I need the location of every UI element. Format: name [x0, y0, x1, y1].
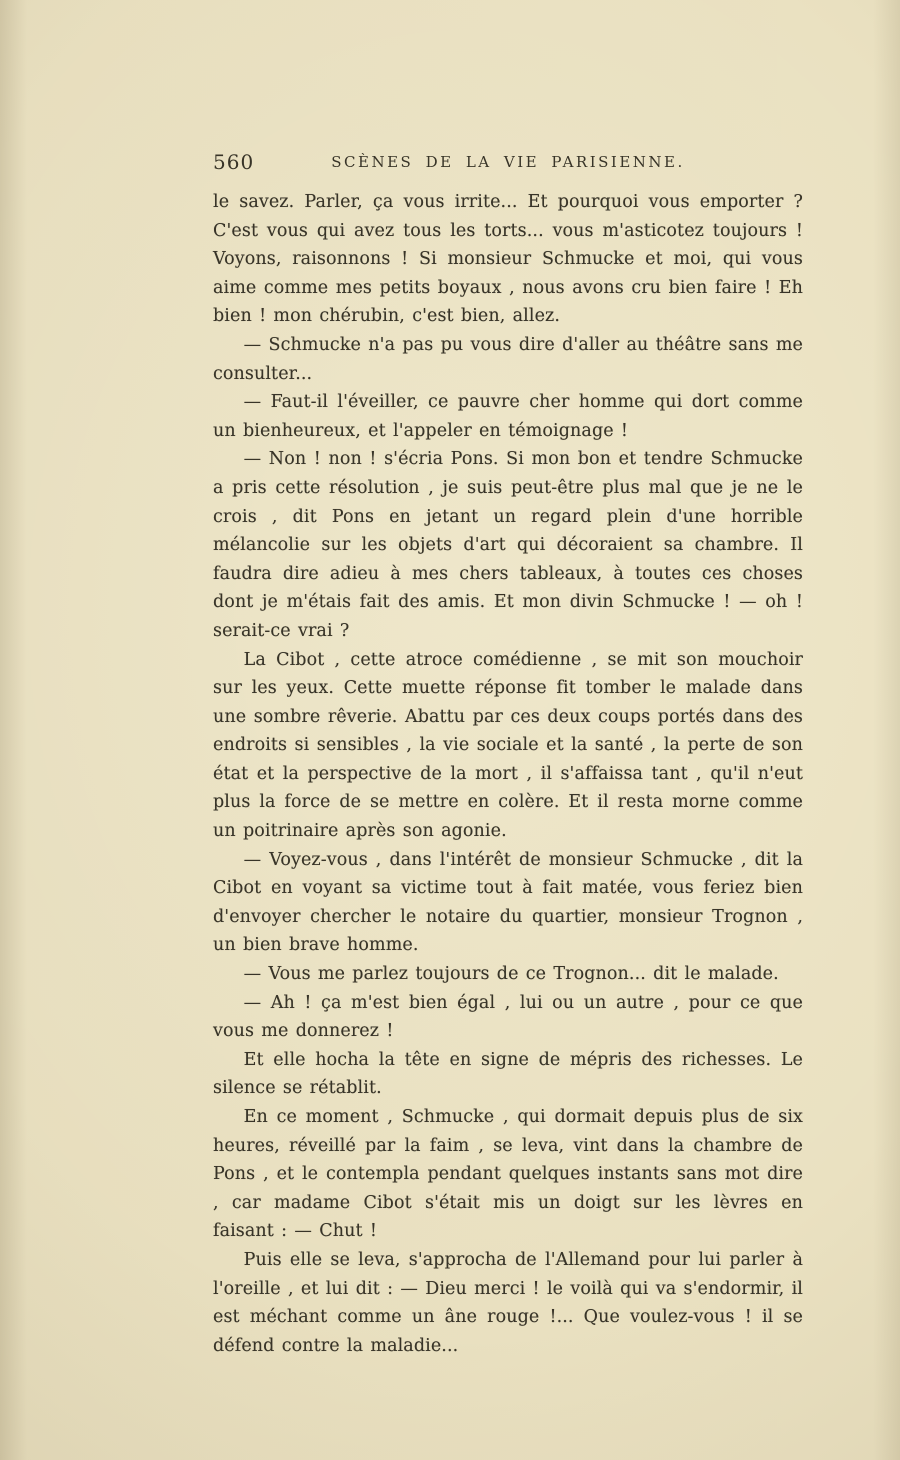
text-paragraph: — Voyez-vous , dans l'intérêt de monsieur Schmucke , dit la Cibot en voyant sa victime tout à fait matée, vous feriez bien d'envoyer chercher le notaire du quartier, monsieur Trognon , un bien brave homme.	[213, 849, 803, 956]
text-paragraph: La Cibot , cette atroce comédienne , se mit son mouchoir sur les yeux. Cette muette réponse fit tomber le malade dans une sombre rêverie. Abattu par ces deux coups portés dans des endroits si sensibles , la vie sociale et la santé , la perte de son état et la perspective de la mort , il s'affaissa tant , qu'il n'eut plus la force de se mettre en colère. Et il resta morne comme un poitrinaire après son agonie.	[213, 649, 803, 842]
text-paragraph: — Schmucke n'a pas pu vous dire d'aller au théâtre sans me consulter...	[213, 334, 803, 384]
text-paragraph: Et elle hocha la tête en signe de mépris des richesses. Le silence se rétablit.	[213, 1049, 803, 1099]
page-header	[213, 148, 803, 182]
body-text	[213, 188, 803, 1360]
text-paragraph: le savez. Parler, ça vous irrite... Et pourquoi vous emporter ? C'est vous qui avez tous les torts... vous m'asticotez toujours ! Voyons, raisonnons ! Si monsieur Schmucke et moi, qui vous aime comme mes petits boyaux , nous avons cru bien faire ! Eh bien ! mon chérubin, c'est bien, allez.	[213, 192, 803, 327]
text-paragraph: En ce moment , Schmucke , qui dormait depuis plus de six heures, réveillé par la faim , se leva, vint dans la chambre de Pons , et le contempla pendant quelques instants sans mot dire , car madame Cibot s'était mis un doigt sur les lèvres en faisant : — Chut !	[213, 1107, 803, 1242]
text-paragraph: — Faut-il l'éveiller, ce pauvre cher homme qui dort comme un bienheureux, et l'appeler en témoignage !	[213, 392, 803, 441]
text-paragraph: — Vous me parlez toujours de ce Trognon... dit le malade.	[243, 964, 779, 985]
page-content	[213, 148, 803, 1360]
running-header: SCÈNES DE LA VIE PARISIENNE.	[331, 153, 685, 171]
page-number: 560	[213, 150, 255, 174]
text-paragraph: Puis elle se leva, s'approcha de l'Allemand pour lui parler à l'oreille , et lui dit : — Dieu merci ! le voilà qui va s'endormir, il est méchant comme un âne rouge !... Que voulez-vous ! il se défend contre la maladie...	[213, 1249, 803, 1356]
text-paragraph: — Non ! non ! s'écria Pons. Si mon bon et tendre Schmucke a pris cette résolution , je suis peut-être plus mal que je ne le crois , dit Pons en jetant un regard plein d'une horrible mélancolie sur les objets d'art qui décoraient sa chambre. Il faudra dire adieu à mes chers tableaux, à toutes ces choses dont je m'étais fait des amis. Et mon divin Schmucke ! — oh ! serait-ce vrai ?	[213, 449, 803, 641]
text-paragraph: — Ah ! ça m'est bien égal , lui ou un autre , pour ce que vous me donnerez !	[213, 992, 803, 1042]
